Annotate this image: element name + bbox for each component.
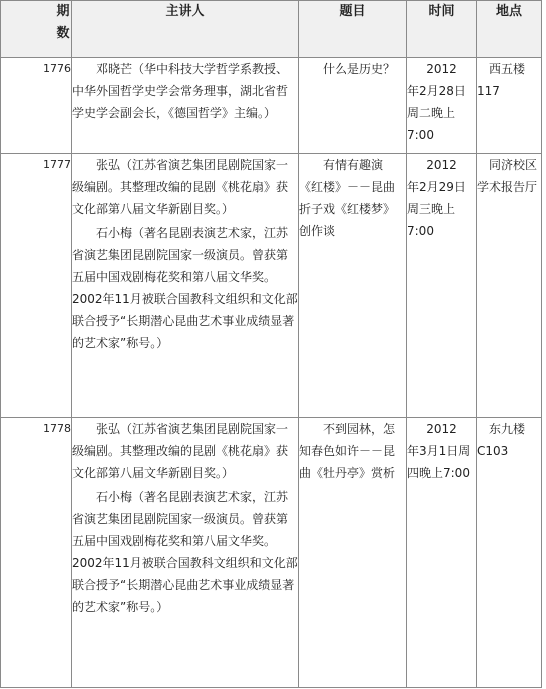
time-detail: 年2月29日周三晚上7:00 bbox=[407, 180, 466, 238]
table-row bbox=[1, 58, 542, 154]
lecturer-cell bbox=[72, 154, 299, 418]
topic-cell: 有情有趣演《红楼》－－昆曲折子戏《红楼梦》创作谈 bbox=[299, 154, 407, 418]
table-row bbox=[1, 418, 542, 688]
header-topic: 题目 bbox=[299, 1, 407, 58]
lecturer-cell bbox=[72, 418, 299, 688]
place-cell: 东九楼C103 bbox=[477, 418, 542, 688]
time-year: 2012 bbox=[426, 62, 457, 76]
place-cell: 西五楼117 bbox=[477, 58, 542, 154]
time-year: 2012 bbox=[426, 422, 457, 436]
time-cell bbox=[407, 418, 477, 688]
lecturer-bio: 邓晓芒（华中科技大学哲学系教授、中华外国哲学史学会常务理事，湖北省哲学史学会副会长，《德国哲学》主编。） bbox=[72, 62, 289, 120]
issue-number-cell: 1777 bbox=[1, 154, 72, 418]
lecturer-bio: 张弘（江苏省演艺集团昆剧院国家一级编剧。其整理改编的昆剧《桃花扇》获文化部第八届文华新剧目奖。） bbox=[72, 158, 289, 216]
time-cell bbox=[407, 58, 477, 154]
header-issue-number bbox=[1, 1, 72, 58]
time-cell bbox=[407, 154, 477, 418]
time-detail: 年3月1日周四晚上7:00 bbox=[407, 444, 471, 480]
header-lecturer: 主讲人 bbox=[72, 1, 299, 58]
time-year: 2012 bbox=[426, 158, 457, 172]
header-issue-number-line2: 数 bbox=[56, 26, 70, 41]
lecturer-bio: 石小梅（著名昆剧表演艺术家，江苏省演艺集团昆剧院国家一级演员。曾获第五届中国戏剧梅花奖和第八届文华奖。2002年11月被联合国教科文组织和文化部联合授予“长期潜心昆曲艺术事业成绩显著的艺术家”称号。） bbox=[72, 490, 298, 614]
header-issue-number-line1: 期 bbox=[56, 4, 70, 19]
topic-cell: 什么是历史？ bbox=[299, 58, 407, 154]
topic-cell: 不到园林，怎知春色如许－－昆曲《牡丹亭》赏析 bbox=[299, 418, 407, 688]
lecturer-cell bbox=[72, 58, 299, 154]
lecturer-bio: 张弘（江苏省演艺集团昆剧院国家一级编剧。其整理改编的昆剧《桃花扇》获文化部第八届文华新剧目奖。） bbox=[72, 422, 289, 480]
issue-number-cell: 1778 bbox=[1, 418, 72, 688]
header-time: 时间 bbox=[407, 1, 477, 58]
lecturer-bio: 石小梅（著名昆剧表演艺术家，江苏省演艺集团昆剧院国家一级演员。曾获第五届中国戏剧梅花奖和第八届文华奖。2002年11月被联合国教科文组织和文化部联合授予“长期潜心昆曲艺术事业成绩显著的艺术家”称号。） bbox=[72, 226, 298, 350]
table-row bbox=[1, 154, 542, 418]
issue-number-cell: 1776 bbox=[1, 58, 72, 154]
header-place: 地点 bbox=[477, 1, 542, 58]
table-header-row bbox=[1, 1, 542, 58]
place-cell: 同济校区学术报告厅 bbox=[477, 154, 542, 418]
time-detail: 年2月28日周二晚上7:00 bbox=[407, 84, 466, 142]
